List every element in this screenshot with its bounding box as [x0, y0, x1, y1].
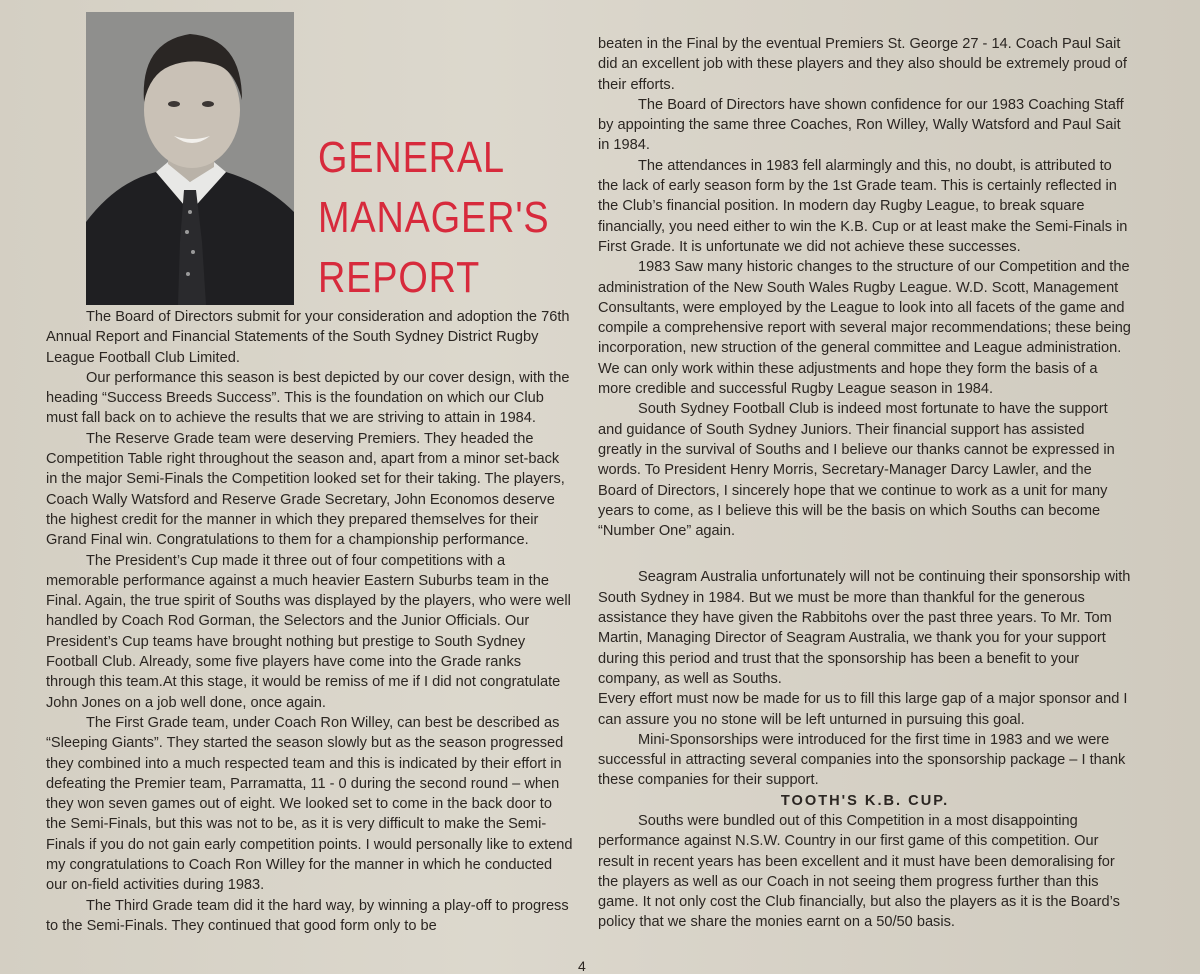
title-line: MANAGER'S	[318, 193, 550, 242]
paragraph: Our performance this season is best depicted by our cover design, with the heading “Success Breeds Success”. This is the foundation on which our Club must fall back on to achieve the results that we are striving to attain in 1984.	[46, 369, 570, 427]
paragraph: The President’s Cup made it three out of four competitions with a memorable performance against a much heavier Eastern Suburbs team in the Final. Again, the true spirit of Souths was displayed by the players, who were well handled by Coach Rod Gorman, the Selectors and the Junior Officials. Our President’s Cup teams have brought nothing but prestige to South Sydney Football Club. Already, some five players have come into the Grade ranks through this team.At this stage, it would be remiss of me if I did not congratulate John Jones on a job well done, once again.	[46, 552, 571, 711]
paragraph: Every effort must now be made for us to fill this large gap of a major sponsor and I can assure you no stone will be left unturned in pursuing this goal.	[598, 691, 1128, 728]
right-column	[598, 34, 1132, 933]
paragraph: The Board of Directors submit for your consideration and adoption the 76th Annual Report and Financial Statements of the South Sydney District Rugby League Football Club Limited.	[46, 309, 570, 366]
paragraph: The Board of Directors have shown confidence for our 1983 Coaching Staff by appointing the same three Coaches, Ron Willey, Wally Watsford and Paul Sait in 1984.	[598, 96, 1124, 154]
paragraph: 1983 Saw many historic changes to the structure of our Competition and the administration of the New South Wales Rugby League. W.D. Scott, Management Consultants, were employed by the League to look into all facets of the game and compile a comprehensive report with several major recommendations; these being incorporation, new struction of the general committee and League administration. We can only work within these adjustments and hope they form the basis of a more credible and successful Rugby League season in 1984.	[598, 259, 1131, 398]
title-line: GENERAL	[318, 133, 505, 182]
paragraph: The attendances in 1983 fell alarmingly and this, no doubt, is attributed to the lack of early season form by the 1st Grade team. This is certainly reflected in the Club’s financial position. In modern day Rugby League, to break square financially, you need either to win the K.B. Cup or at least make the Semi-Finals in First Grade. It is unfortunate we did not achieve these successes.	[598, 157, 1128, 255]
paragraph: The Reserve Grade team were deserving Premiers. They headed the Competition Table right throughout the season and, apart from a minor set-back in the major Semi-Finals the Competition looked set for their taking. The players, Coach Wally Watsford and Reserve Grade Secretary, John Economos deserve the highest credit for the manner in which they prepared themselves for their Grand Final win. Congratulations to them for a championship performance.	[46, 430, 565, 549]
page-number: 4	[578, 958, 586, 974]
paragraph: beaten in the Final by the eventual Premiers St. George 27 - 14. Coach Paul Sait did an excellent job with these players and they also should be extremely proud of their efforts.	[598, 36, 1127, 93]
paragraph: The Third Grade team did it the hard way, by winning a play-off to progress to the Semi-Finals. They continued that good form only to be	[46, 897, 569, 934]
paragraph: Souths were bundled out of this Competition in a most disappointing performance against N.S.W. Country in our first game of this competition. Our result in recent years has been excellent and it must have been demoralising for the players as well as our Coach in not seeing them progress further than this game. It not only cost the Club financially, but also the players as it is the Board’s policy that we share the monies earnt on a 50/50 basis.	[598, 812, 1120, 931]
section-heading: TOOTH'S K.B. CUP.	[780, 792, 950, 809]
title-line: REPORT	[318, 253, 481, 302]
paragraph: Mini-Sponsorships were introduced for the first time in 1983 and we were successful in attracting several companies into the sponsorship package – I thank these companies for their support.	[598, 731, 1126, 789]
paragraph: Seagram Australia unfortunately will not be continuing their sponsorship with South Sydney in 1984. But we must be more than thankful for the generous assistance they have given the Rabbitohs over the past three years. To Mr. Tom Martin, Managing Director of Seagram Australia, we thank you for your support during this period and trust that the sponsorship has been a benefit to your company, as well as Souths.	[598, 569, 1131, 687]
report-title	[318, 128, 550, 308]
portrait-photo	[86, 12, 294, 305]
paragraph: South Sydney Football Club is indeed most fortunate to have the support and guidance of South Sydney Juniors. Their financial support has assisted greatly in the survival of Souths and I believe our thanks cannot be expressed in words. To President Henry Morris, Secretary-Manager Darcy Lawler, and the Board of Directors, I sincerely hope that we continue to work as a unit for many years to come, as I believe this will be the basis on which Souths can become “Number One” again.	[598, 401, 1115, 540]
left-column	[46, 307, 574, 936]
paragraph: The First Grade team, under Coach Ron Willey, can best be described as “Sleeping Giants”. They started the season slowly but as the season progressed they combined into a much respected team and this is indicated by their effort in defeating the Premier team, Parramatta, 11 - 0 during the second round – when they won seven games out of eight. We looked set to come in the back door to the Semi-Finals, but this was not to be, as it is very difficult to make the Semi-Finals if you do not gain early competition points. I would personally like to extend my congratulations to Coach Ron Willey for the manner in which he conducted our on-field activities during 1983.	[46, 714, 573, 894]
